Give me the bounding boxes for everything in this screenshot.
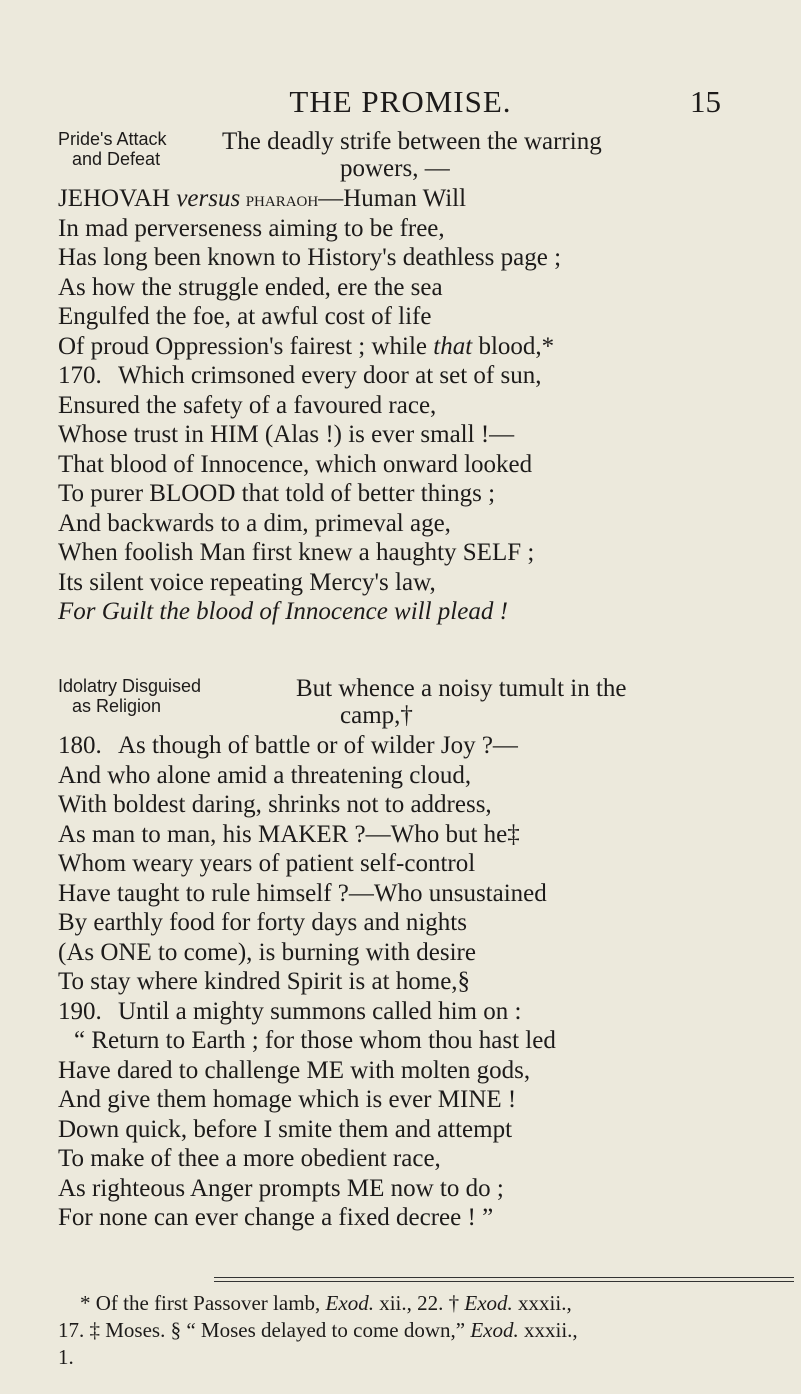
- running-title: THE PROMISE.: [289, 84, 512, 119]
- footnotes: [58, 1290, 778, 1371]
- sidenote-line: and Defeat: [72, 149, 161, 169]
- sidenote-line: as Religion: [72, 696, 162, 716]
- verse-line: Have taught to rule himself ?—Who unsustained: [58, 879, 547, 907]
- verse-lines: [58, 184, 778, 627]
- verse-line: 180. As though of battle or of wilder Joy ?—: [58, 732, 518, 759]
- line-number: 180.: [58, 732, 102, 759]
- footnote-line: 1.: [58, 1345, 74, 1369]
- verse-line: As how the struggle ended, ere the sea: [58, 273, 443, 301]
- verse-line: As man to man, his MAKER ?—Who but he‡: [58, 820, 520, 848]
- verse-line: To make of thee a more obedient race,: [58, 1145, 441, 1172]
- verse-line: By earthly food for forty days and nights: [58, 909, 467, 936]
- verse-line: Whose trust in HIM (Alas !) is ever small !—: [58, 421, 515, 448]
- verse-line: Its silent voice repeating Mercy's law,: [58, 568, 436, 596]
- verse-line: Has long been known to History's deathless page ;: [58, 244, 562, 271]
- sidenote: [58, 129, 218, 169]
- footnote-line: 17. ‡ Moses. § “ Moses delayed to come down,” Exod. xxxii.,: [58, 1318, 578, 1342]
- verse-line: And give them homage which is ever MINE !: [58, 1086, 517, 1113]
- verse-line: In mad perverseness aiming to be free,: [58, 214, 445, 242]
- verse-line: As righteous Anger prompts ME now to do ;: [58, 1174, 504, 1202]
- verse-line: To purer BLOOD that told of better things ;: [58, 480, 496, 507]
- sidenote-line: Idolatry Disguised: [58, 676, 202, 696]
- line-number: 190.: [58, 997, 102, 1025]
- verse-line: 170. Which crimsoned every door at set of sun,: [58, 362, 542, 389]
- sidenote: [58, 676, 218, 716]
- verse-first-line: But whence a noisy tumult in the: [296, 675, 627, 702]
- verse-line: For none can ever change a fixed decree ! ”: [58, 1204, 494, 1231]
- verse-line: JEHOVAH versus pharaoh—Human Will: [58, 185, 467, 212]
- footnote-divider: [214, 1277, 794, 1278]
- verse-line: That blood of Innocence, which onward looked: [58, 450, 533, 478]
- verse-line: And backwards to a dim, primeval age,: [58, 509, 451, 537]
- verse-line: Have dared to challenge ME with molten gods,: [58, 1056, 531, 1084]
- verse-line: Of proud Oppression's fairest ; while that blood,*: [58, 332, 555, 360]
- verse-line: 190. Until a mighty summons called him on :: [58, 997, 522, 1025]
- verse-line: Engulfed the foe, at awful cost of life: [58, 303, 432, 330]
- verse-line: Ensured the safety of a favoured race,: [58, 391, 437, 419]
- footnote-line: * Of the first Passover lamb, Exod. xii., 22. † Exod. xxxii.,: [80, 1291, 572, 1315]
- verse-line: Down quick, before I smite them and attempt: [58, 1115, 513, 1143]
- verse-line: “ Return to Earth ; for those whom thou hast led: [74, 1027, 556, 1054]
- verse-line: (As ONE to come), is burning with desire: [58, 938, 476, 966]
- verse-line: Whom weary years of patient self-control: [58, 850, 476, 877]
- verse-first-line-cont: powers, —: [340, 155, 450, 182]
- verse-line: To stay where kindred Spirit is at home,§: [58, 968, 471, 995]
- verse-line: For Guilt the blood of Innocence will plead !: [58, 598, 508, 625]
- verse-first-line: The deadly strife between the warring: [222, 128, 602, 155]
- verse-lines: [58, 731, 778, 1233]
- page-number: 15: [690, 84, 721, 119]
- sidenote-line: Pride's Attack: [58, 129, 167, 149]
- verse-line: With boldest daring, shrinks not to address,: [58, 791, 492, 818]
- line-number: 170.: [58, 362, 102, 389]
- footnote-divider: [214, 1281, 794, 1282]
- verse-first-line-cont: camp,†: [340, 702, 413, 729]
- page-header: [0, 84, 801, 120]
- verse-line: And who alone amid a threatening cloud,: [58, 761, 472, 789]
- verse-line: When foolish Man first knew a haughty SELF ;: [58, 539, 535, 566]
